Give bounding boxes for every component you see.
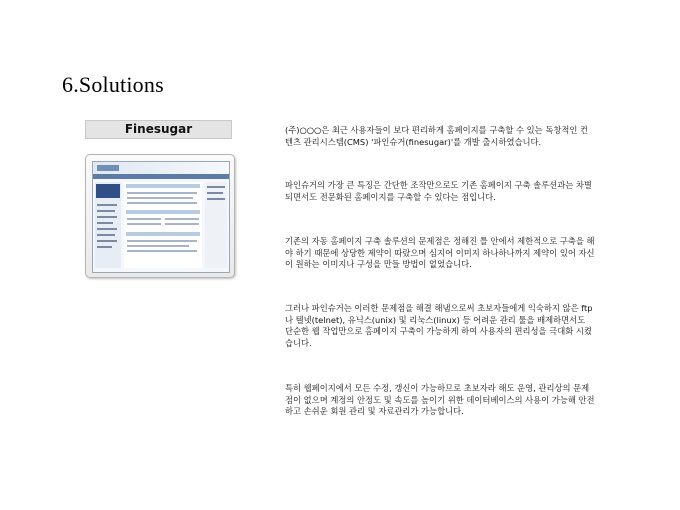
description-paragraph: 기존의 자동 홈페이지 구축 솔루션의 문제점은 정해진 틀 안에서 제한적으로 구축을 해야 하기 때문에 상당한 제약이 따랐으며 심지어 이미지 하나하나까지 제약이 있어 자신이 원하는 이미지나 구성을 만들 방법이 없었습니다. [285, 236, 595, 270]
thumbnail-nav-bar [93, 174, 229, 179]
description-paragraph: 파인슈거의 가장 큰 특징은 간단한 조작만으로도 기존 홈페이지 구축 솔루션과는 차별되면서도 전문화된 홈페이지를 구축할 수 있다는 점입니다. [285, 180, 592, 202]
thumbnail-section-band [126, 184, 200, 188]
thumbnail-text-line [127, 223, 161, 225]
thumbnail-menu-line [97, 228, 117, 230]
thumbnail-section-band [126, 232, 200, 236]
thumbnail-logo [97, 165, 119, 171]
thumbnail-menu-line [97, 246, 112, 248]
page-title: 6.Solutions [62, 72, 164, 97]
thumbnail-section-band [126, 210, 200, 214]
thumbnail-text-line [127, 240, 197, 242]
description-paragraph: (주)○○○은 최근 사용자들이 보다 편리하게 홈페이지를 구축할 수 있는 독창적인 컨텐츠 관리시스템(CMS) '파인슈거(finesugar)'를 개발 출시하였습니다. [285, 125, 589, 147]
thumbnail-text-line [207, 192, 223, 194]
thumbnail-text-line [127, 202, 197, 204]
description-paragraph: 특히 웹페이지에서 모든 수정, 갱신이 가능하므로 초보자라 해도 운영, 관리상의 문제점이 없으며 계정의 안정도 및 속도를 높이기 위한 데이터베이스의 사용이 가능해 안전하고 손쉬운 회원 관리 및 자료관리가 가능합니다. [285, 383, 595, 417]
thumbnail-text-line [165, 218, 199, 220]
product-screenshot [85, 154, 235, 278]
thumbnail-main-content [124, 182, 202, 268]
thumbnail-text-line [127, 218, 161, 220]
thumbnail-text-line [127, 245, 189, 247]
thumbnail-text-line [207, 198, 225, 200]
thumbnail-menu-line [97, 204, 117, 206]
website-thumbnail [92, 161, 230, 273]
thumbnail-text-line [207, 186, 225, 188]
thumbnail-text-line [127, 250, 197, 252]
thumbnail-menu-line [97, 216, 117, 218]
thumbnail-menu-line [97, 234, 115, 236]
product-name-label: Finesugar [85, 120, 232, 139]
thumbnail-right-column [205, 182, 227, 268]
thumbnail-menu-line [97, 240, 117, 242]
thumbnail-text-line [165, 223, 199, 225]
thumbnail-text-line [127, 197, 193, 199]
thumbnail-text-line [127, 192, 197, 194]
description-paragraph: 그러나 파인슈거는 이러한 문제점을 해결 해냄으로써 초보자들에게 익숙하지 않은 ftp나 텔넷(telnet), 유닉스(unix) 및 리눅스(linux) 등 어려운 관리 툴을 배제하면서도 단순한 웹 작업만으로 홈페이지 구축이 가능하게 하여 사용자의 편리성을 극대화 시켰습니다. [285, 303, 593, 348]
thumbnail-menu-line [97, 222, 113, 224]
thumbnail-login-box [96, 184, 120, 198]
thumbnail-menu-line [97, 210, 115, 212]
